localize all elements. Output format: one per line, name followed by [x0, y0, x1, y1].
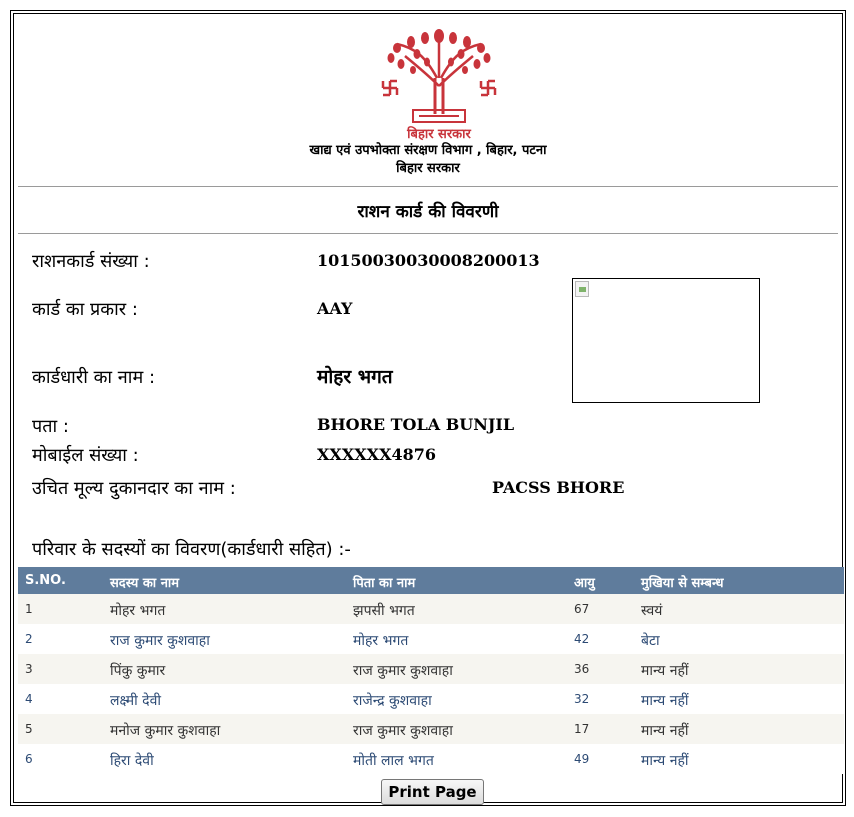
cell-sno: 5 [25, 722, 33, 736]
column-header-father-name: पिता का नाम [353, 576, 416, 591]
table-row [18, 654, 844, 684]
page-inner-frame [13, 13, 843, 803]
cell-father-name: झपसी भगत [353, 603, 415, 619]
cell-age: 32 [574, 692, 590, 706]
cell-relation: मान्य नहीं [641, 663, 689, 679]
cell-sno: 2 [25, 632, 33, 646]
divider [18, 233, 838, 234]
card-number-value: 10150030030008200013 [317, 251, 540, 270]
cell-sno: 6 [25, 752, 33, 766]
government-name: बिहार सरकार [396, 161, 460, 176]
members-table-header [18, 567, 844, 594]
broken-image-icon [575, 281, 589, 297]
cell-father-name: राजेन्द्र कुशवाहा [353, 693, 432, 709]
cell-age: 67 [574, 602, 590, 616]
page-title: राशन कार्ड की विवरणी [357, 202, 499, 222]
table-row [18, 624, 844, 654]
table-row [18, 594, 844, 624]
card-type-label: कार्ड का प्रकार : [32, 299, 138, 320]
cell-relation: मान्य नहीं [641, 693, 689, 709]
mobile-value: XXXXXX4876 [317, 445, 437, 464]
cell-sno: 3 [25, 662, 33, 676]
cell-relation: मान्य नहीं [641, 723, 689, 739]
cell-age: 17 [574, 722, 590, 736]
address-value: BHORE TOLA BUNJIL [317, 415, 515, 434]
cell-member-name: राज कुमार कुशवाहा [110, 633, 210, 649]
mobile-label: मोबाईल संख्या : [32, 445, 139, 466]
dealer-label: उचित मूल्य दुकानदार का नाम : [32, 478, 236, 499]
table-row [18, 744, 844, 774]
column-header-age: आयु [574, 576, 595, 591]
table-row [18, 714, 844, 744]
card-holder-photo [572, 278, 760, 403]
cell-member-name: मनोज कुमार कुशवाहा [110, 723, 221, 739]
cell-age: 36 [574, 662, 590, 676]
department-name: खाद्य एवं उपभोक्ता संरक्षण विभाग , बिहार, पटना [309, 143, 547, 158]
card-type-value: AAY [317, 299, 353, 318]
column-header-sno: S.NO. [25, 573, 66, 588]
logo-caption: बिहार सरकार [407, 127, 471, 142]
cell-father-name: मोती लाल भगत [353, 753, 434, 769]
cell-father-name: मोहर भगत [353, 633, 409, 649]
cell-father-name: राज कुमार कुशवाहा [353, 663, 453, 679]
dealer-value: PACSS BHORE [492, 478, 625, 497]
cell-member-name: हिरा देवी [110, 753, 154, 769]
cell-relation: बेटा [641, 633, 660, 649]
cell-relation: स्वयं [641, 603, 663, 619]
card-number-label: राशनकार्ड संख्या : [32, 251, 150, 272]
cell-sno: 4 [25, 692, 33, 706]
cell-member-name: लक्ष्मी देवी [110, 693, 162, 709]
print-page-button[interactable]: Print Page [381, 779, 484, 805]
divider [18, 186, 838, 187]
address-label: पता : [32, 416, 69, 437]
cell-relation: मान्य नहीं [641, 753, 689, 769]
card-holder-label: कार्डधारी का नाम : [32, 367, 156, 388]
page-frame [10, 10, 846, 806]
cell-member-name: पिंकु कुमार [110, 663, 166, 679]
table-row [18, 684, 844, 714]
cell-age: 42 [574, 632, 590, 646]
cell-age: 49 [574, 752, 590, 766]
cell-sno: 1 [25, 602, 33, 616]
card-holder-value: मोहर भगत [317, 366, 393, 388]
cell-member-name: मोहर भगत [110, 603, 166, 619]
column-header-relation: मुखिया से सम्बन्ध [641, 576, 724, 591]
column-header-member-name: सदस्य का नाम [110, 576, 180, 591]
bihar-government-logo [367, 26, 511, 146]
members-heading: परिवार के सदस्यों का विवरण(कार्डधारी सहित) :- [32, 539, 351, 560]
cell-father-name: राज कुमार कुशवाहा [353, 723, 453, 739]
